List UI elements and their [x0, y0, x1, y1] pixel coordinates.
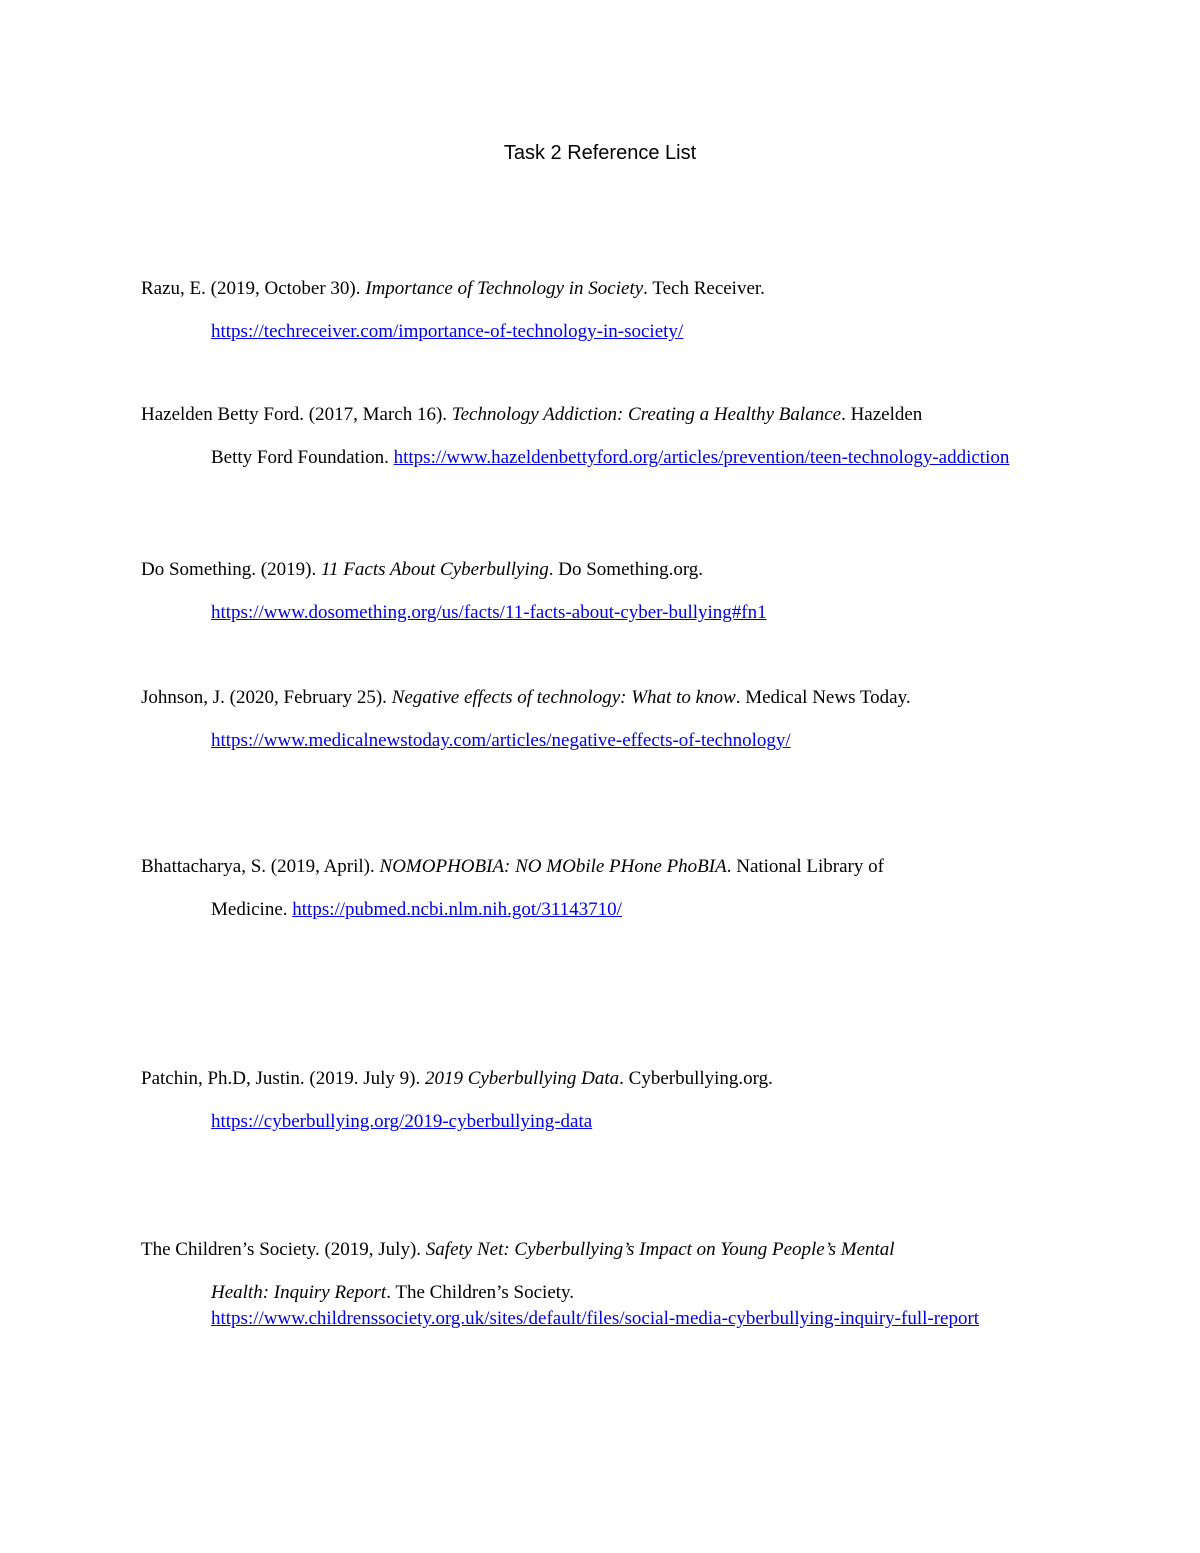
reference-continuation — [141, 319, 1041, 345]
reference-work-title: Importance of Technology in Society — [365, 278, 644, 299]
reference-author-date: Hazelden Betty Ford. (2017, March 16). — [141, 404, 452, 425]
reference-continuation — [141, 897, 1041, 923]
reference-entry — [141, 276, 1041, 345]
reference-publisher: . Medical News Today. — [735, 687, 911, 708]
reference-publisher-cont: . The Children’s Society. — [386, 1282, 575, 1303]
reference-url-link[interactable]: https://pubmed.ncbi.nlm.nih.got/31143710/ — [292, 899, 622, 920]
reference-author-date: Patchin, Ph.D, Justin. (2019. July 9). — [141, 1068, 425, 1089]
reference-url-link[interactable]: https://www.medicalnewstoday.com/articles/negative-effects-of-technology/ — [211, 730, 791, 751]
reference-entry — [141, 1066, 1041, 1135]
reference-author-date: Johnson, J. (2020, February 25). — [141, 687, 392, 708]
reference-continuation — [141, 445, 1041, 471]
reference-first-line — [141, 854, 1041, 880]
reference-work-title: Technology Addiction: Creating a Healthy Balance — [451, 404, 842, 425]
reference-entry — [141, 854, 1041, 923]
reference-work-title: Negative effects of technology: What to know — [391, 687, 736, 708]
reference-entry — [141, 1237, 1041, 1332]
reference-url-link[interactable]: https://www.hazeldenbettyford.org/articles/prevention/teen-technology-addiction — [393, 447, 1010, 468]
reference-work-title: Safety Net: Cyberbullying’s Impact on Young People’s Mental — [425, 1239, 895, 1260]
reference-entry — [141, 685, 1041, 754]
reference-first-line — [141, 1237, 1041, 1263]
page-title: Task 2 Reference List — [503, 142, 697, 164]
reference-publisher: . Cyberbullying.org. — [619, 1068, 773, 1089]
reference-author-date: Razu, E. (2019, October 30). — [141, 278, 366, 299]
reference-url-link[interactable]: https://www.childrenssociety.org.uk/sites/default/files/social-media-cyberbullying-inquiry-full-report — [211, 1308, 980, 1329]
reference-url-link[interactable]: https://www.dosomething.org/us/facts/11-facts-about-cyber-bullying#fn1 — [211, 602, 767, 623]
reference-work-title: 11 Facts About Cyberbullying — [320, 559, 549, 580]
reference-entry — [141, 557, 1041, 626]
reference-publisher: . Do Something.org. — [548, 559, 704, 580]
reference-first-line — [141, 557, 1041, 583]
reference-continuation — [141, 600, 1041, 626]
reference-url-link[interactable]: https://techreceiver.com/importance-of-technology-in-society/ — [211, 321, 684, 342]
reference-publisher: . Hazelden — [841, 404, 923, 425]
reference-work-title: NOMOPHOBIA: NO MObile PHone PhoBIA — [379, 856, 727, 877]
reference-publisher: . National Library of — [726, 856, 884, 877]
reference-first-line — [141, 276, 1041, 302]
reference-entry — [141, 402, 1041, 471]
reference-url-link[interactable]: https://cyberbullying.org/2019-cyberbullying-data — [211, 1111, 593, 1132]
reference-continuation — [141, 1109, 1041, 1135]
reference-publisher-cont: Betty Ford Foundation. — [211, 447, 394, 468]
reference-first-line — [141, 1066, 1041, 1092]
reference-work-title-cont: Health: Inquiry Report — [211, 1282, 387, 1303]
reference-continuation — [141, 1280, 1041, 1332]
reference-first-line — [141, 402, 1041, 428]
reference-work-title: 2019 Cyberbullying Data — [424, 1068, 620, 1089]
reference-author-date: The Children’s Society. (2019, July). — [141, 1239, 426, 1260]
reference-continuation — [141, 728, 1041, 754]
reference-publisher-cont: Medicine. — [211, 899, 293, 920]
reference-publisher: . Tech Receiver. — [643, 278, 765, 299]
reference-author-date: Do Something. (2019). — [141, 559, 321, 580]
reference-first-line — [141, 685, 1041, 711]
reference-author-date: Bhattacharya, S. (2019, April). — [141, 856, 380, 877]
